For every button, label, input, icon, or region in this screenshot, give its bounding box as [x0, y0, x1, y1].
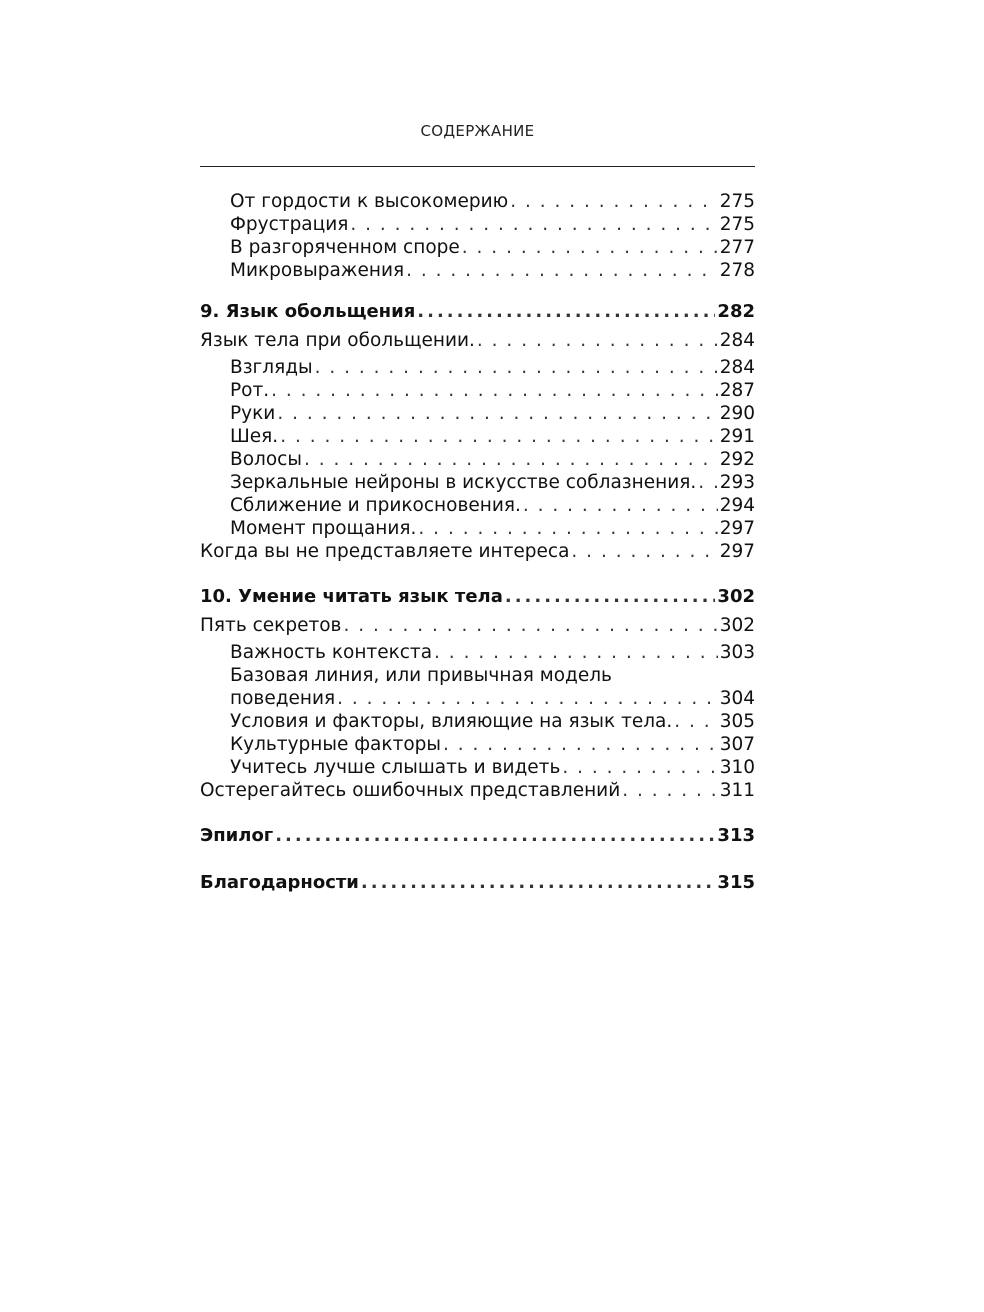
dot-leader — [443, 733, 718, 756]
toc-entry-title: Пять секретов — [200, 615, 342, 636]
dot-leader — [571, 540, 717, 563]
toc-chapter-page: 313 — [717, 825, 755, 846]
toc-entry-page: 304 — [719, 688, 755, 709]
toc-section[interactable] — [200, 614, 755, 637]
toc-entry-page: 275 — [719, 191, 755, 212]
toc-entry-title: Рот. — [230, 380, 270, 401]
toc-entry[interactable] — [200, 448, 755, 471]
toc-entry-title: Момент прощания. — [230, 518, 417, 539]
toc-chapter-10[interactable] — [200, 585, 755, 608]
toc-entry[interactable] — [200, 471, 755, 494]
toc-entry-page: 277 — [719, 237, 755, 258]
toc-entry-title: Фрустрация — [230, 214, 349, 235]
toc-entry[interactable] — [200, 733, 755, 756]
toc-entry[interactable] — [200, 425, 755, 448]
toc-entry-title: Язык тела при обольщении. — [200, 330, 475, 351]
dot-leader — [674, 710, 717, 733]
dot-leader — [434, 641, 718, 664]
toc-entry[interactable] — [200, 641, 755, 664]
toc-section[interactable] — [200, 329, 755, 352]
dot-leader — [343, 614, 717, 637]
toc-entry-page: 291 — [719, 426, 755, 447]
dot-leader — [510, 190, 718, 213]
dot-leader — [350, 213, 717, 236]
toc-entry-page: 297 — [719, 518, 755, 539]
toc-entry-title: От гордости к высокомерию — [230, 191, 509, 212]
dot-leader — [337, 687, 718, 710]
toc-chapter-9[interactable] — [200, 300, 755, 323]
toc-entry[interactable] — [200, 259, 755, 282]
toc-chapter-title: 10. Умение читать язык тела — [200, 586, 503, 607]
dot-leader — [315, 356, 718, 379]
dot-leader — [505, 585, 716, 608]
dot-leader — [523, 494, 718, 517]
toc-entry-title: Шея. — [230, 426, 279, 447]
toc-chapter-page: 315 — [717, 872, 755, 893]
toc-entry-title: поведения — [230, 688, 336, 709]
toc-entry-title: Сближение и прикосновения. — [230, 495, 521, 516]
running-header: СОДЕРЖАНИЕ — [420, 122, 535, 140]
toc-entry-title: Руки — [230, 403, 276, 424]
toc-entry-page: 294 — [719, 495, 755, 516]
table-of-contents — [200, 190, 755, 894]
toc-entry-page: 302 — [719, 615, 755, 636]
toc-chapter-title: 9. Язык обольщения — [200, 301, 416, 322]
toc-entry-page: 292 — [719, 449, 755, 470]
dot-leader — [275, 824, 715, 847]
toc-entry-title: Взгляды — [230, 357, 313, 378]
toc-entry-page: 310 — [719, 757, 755, 778]
toc-entry-page: 293 — [719, 472, 755, 493]
dot-leader — [280, 425, 718, 448]
toc-entry[interactable] — [200, 494, 755, 517]
header-rule — [200, 166, 755, 167]
toc-chapter-page: 302 — [717, 586, 755, 607]
toc-entry-page: 305 — [719, 711, 755, 732]
dot-leader — [417, 300, 715, 323]
dot-leader — [418, 517, 717, 540]
toc-entry[interactable] — [200, 402, 755, 425]
toc-entry[interactable] — [200, 213, 755, 236]
toc-entry-title: Зеркальные нейроны в искусстве соблазнения. — [230, 472, 697, 493]
toc-entry-page: 284 — [719, 330, 755, 351]
toc-entry-title: Учитесь лучше слышать и видеть — [230, 757, 561, 778]
toc-chapter-title: Эпилог — [200, 825, 274, 846]
toc-section[interactable] — [200, 779, 755, 802]
toc-entry[interactable] — [200, 356, 755, 379]
dot-leader — [277, 402, 717, 425]
dot-leader — [698, 471, 717, 494]
dot-leader — [462, 236, 718, 259]
dot-leader — [477, 329, 718, 352]
toc-chapter-page: 282 — [717, 301, 755, 322]
toc-entry-title: Волосы — [230, 449, 302, 470]
toc-chapter-title: Благодарности — [200, 872, 359, 893]
toc-acknowledgements[interactable] — [200, 871, 755, 894]
toc-entry-title: Остерегайтесь ошибочных представлений — [200, 780, 621, 801]
toc-entry-title: Культурные факторы — [230, 734, 442, 755]
toc-entry-title-line[interactable]: Базовая линия, или привычная модель — [230, 665, 612, 686]
toc-entry-title: Микровыражения — [230, 260, 405, 281]
dot-leader — [406, 259, 718, 282]
toc-entry-title: Условия и факторы, влияющие на язык тела. — [230, 711, 673, 732]
toc-entry-page: 307 — [719, 734, 755, 755]
toc-entry-page: 287 — [719, 380, 755, 401]
toc-entry[interactable] — [200, 710, 755, 733]
toc-epilogue[interactable] — [200, 824, 755, 847]
toc-section[interactable] — [200, 540, 755, 563]
toc-entry-page: 303 — [719, 642, 755, 663]
toc-entry[interactable] — [200, 517, 755, 540]
dot-leader — [361, 871, 716, 894]
toc-entry[interactable] — [200, 236, 755, 259]
toc-entry-title: Когда вы не представляете интереса — [200, 541, 570, 562]
toc-entry-title: Важность контекста — [230, 642, 433, 663]
toc-entry-title: В разгоряченном споре — [230, 237, 460, 258]
dot-leader — [271, 379, 718, 402]
toc-entry[interactable] — [200, 687, 755, 710]
dot-leader — [304, 448, 718, 471]
toc-entry-page: 297 — [719, 541, 755, 562]
toc-entry-page: 275 — [719, 214, 755, 235]
toc-entry[interactable] — [200, 379, 755, 402]
dot-leader — [562, 756, 717, 779]
toc-entry-page: 311 — [719, 780, 755, 801]
toc-entry-page: 284 — [719, 357, 755, 378]
toc-entry[interactable] — [200, 190, 755, 213]
dot-leader — [622, 779, 717, 802]
toc-entry[interactable] — [200, 756, 755, 779]
toc-entry-page: 290 — [719, 403, 755, 424]
toc-entry-page: 278 — [719, 260, 755, 281]
